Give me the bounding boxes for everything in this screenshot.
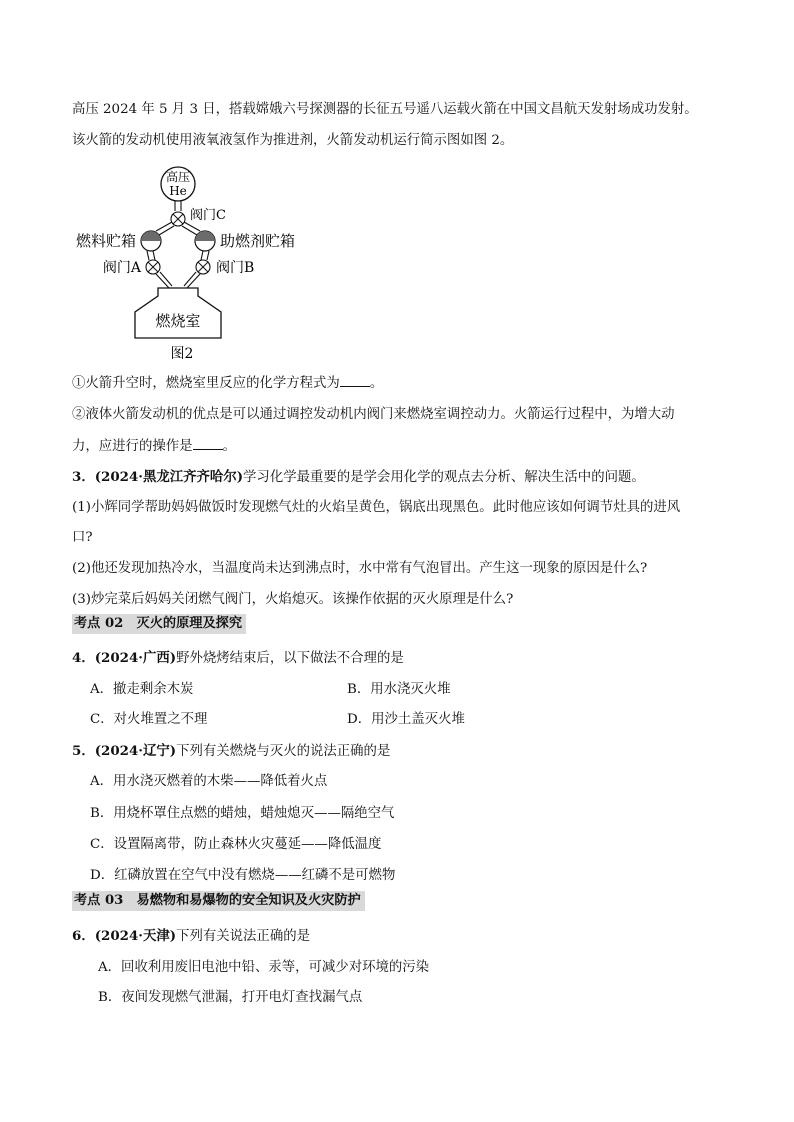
- question-5-option-a[interactable]: A．用水浇灭燃着的木柴——降低着火点: [90, 774, 328, 789]
- question-3-part-2: (2)他还发现加热冷水，当温度尚未达到沸点时，水中常有气泡冒出。产生这一现象的原因是什么?: [72, 561, 648, 576]
- rocket-engine-diagram: [62, 164, 402, 364]
- intro-line-1: 高压 2024 年 5 月 3 日，搭载嫦娥六号探测器的长征五号遥八运载火箭在中国文昌航天发射场成功发射。: [72, 102, 698, 117]
- question-4-stem: 4．(2024·广西)野外烧烤结束后，以下做法不合理的是: [72, 650, 404, 666]
- question-sub-1: ①火箭升空时，燃烧室里反应的化学方程式为 。: [72, 373, 383, 394]
- helium-label-1: 高压: [165, 170, 191, 184]
- fuel-tank-label: 燃料贮箱: [75, 232, 136, 250]
- question-4-option-c[interactable]: C．对火堆置之不理: [90, 712, 208, 727]
- question-3-part-1-line-1: (1)小辉同学帮助妈妈做饭时发现燃气灶的火焰呈黄色，锅底出现黑色。此时他应该如何调节灶具的进风: [72, 500, 681, 515]
- question-4-option-d[interactable]: D．用沙土盖灭火堆: [347, 712, 465, 727]
- section-heading-03: 考点 03 易燃物和易爆物的安全知识及火灾防护: [72, 891, 365, 911]
- question-5-stem: 5．(2024·辽宁)下列有关燃烧与灭火的说法正确的是: [72, 743, 391, 759]
- question-3-part-3: (3)炒完菜后妈妈关闭燃气阀门，火焰熄灭。该操作依据的灭火原理是什么?: [72, 592, 514, 607]
- question-sub-2-line-1: ②液体火箭发动机的优点是可以通过调控发动机内阀门来燃烧室调控动力。火箭运行过程中，为增大动: [72, 407, 675, 422]
- question-sub-2-line-2: 力，应进行的操作是 。: [72, 436, 236, 457]
- question-5-option-c[interactable]: C．设置隔离带，防止森林火灾蔓延——降低温度: [90, 837, 382, 852]
- question-5-option-b[interactable]: B．用烧杯罩住点燃的蜡烛，蜡烛熄灭——隔绝空气: [90, 806, 395, 821]
- question-4-option-b[interactable]: B．用水浇灭火堆: [347, 682, 451, 697]
- question-3-stem: 3．(2024·黑龙江齐齐哈尔)学习化学最重要的是学会用化学的观点去分析、解决生活中的问题。: [72, 469, 645, 485]
- intro-line-2: 该火箭的发动机使用液氧液氢作为推进剂，火箭发动机运行简示图如图 2。: [72, 133, 514, 148]
- valve-c-label: 阀门C: [190, 208, 226, 223]
- question-4-option-a[interactable]: A．撤走剩余木炭: [90, 682, 194, 697]
- question-6-option-b[interactable]: B．夜间发现燃气泄漏，打开电灯查找漏气点: [98, 990, 363, 1005]
- helium-label-2: He: [169, 184, 187, 198]
- valve-a-label: 阀门A: [102, 260, 141, 276]
- question-6-stem: 6．(2024·天津)下列有关说法正确的是: [72, 928, 310, 944]
- figure-caption: 图2: [170, 346, 194, 362]
- section-heading-02: 考点 02 灭火的原理及探究: [72, 614, 246, 634]
- answer-blank[interactable]: [193, 436, 223, 450]
- oxidizer-tank-label: 助燃剂贮箱: [220, 232, 296, 250]
- chamber-label: 燃烧室: [155, 312, 201, 330]
- answer-blank[interactable]: [340, 373, 370, 387]
- question-5-option-d[interactable]: D．红磷放置在空气中没有燃烧——红磷不是可燃物: [90, 868, 396, 883]
- question-3-part-1-line-2: 口?: [72, 530, 93, 545]
- question-6-option-a[interactable]: A．回收利用废旧电池中铅、汞等，可减少对环境的污染: [98, 960, 430, 975]
- valve-b-label: 阀门B: [216, 260, 255, 276]
